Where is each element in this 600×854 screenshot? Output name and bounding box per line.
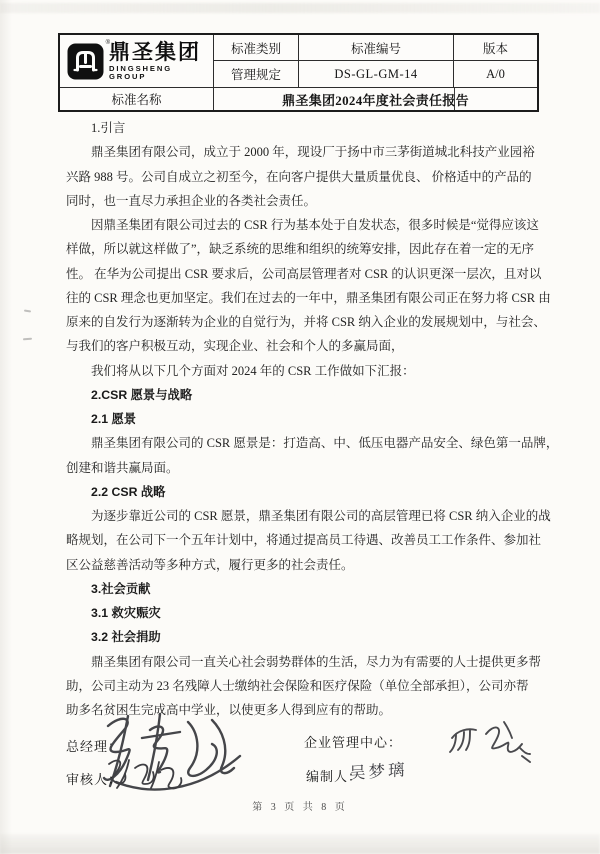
scan-artifact-mark bbox=[23, 338, 32, 341]
page-number: 第 3 页 共 8 页 bbox=[252, 802, 348, 813]
version-value-cell: A/0 bbox=[454, 61, 537, 88]
reviewer-label: 审核人： bbox=[66, 772, 123, 787]
scan-streak-bottom bbox=[0, 834, 600, 854]
body-line: 3.社会贡献 bbox=[91, 581, 151, 596]
compiler-label: 编制人： bbox=[306, 769, 363, 784]
body-line: 区公益慈善活动等多种方式，履行更多的社会责任。 bbox=[66, 557, 354, 572]
company-logo bbox=[60, 35, 214, 88]
standard-header-table bbox=[58, 33, 539, 112]
body-line: 往的 CSR 理念也更加坚定。我们在过去的一年中，鼎圣集团有限公司正在努力将 CSR 由 bbox=[66, 290, 551, 305]
standard-name-text: 鼎圣集团2024年度社会责任报告 bbox=[282, 92, 469, 108]
number-label-cell: 标准编号 bbox=[299, 35, 454, 61]
logo-name-en: DINGSHENG GROUP bbox=[109, 64, 173, 81]
scan-streak-top bbox=[0, 3, 600, 13]
body-line: 2.CSR 愿景与战略 bbox=[91, 387, 193, 402]
number-value-cell: DS-GL-GM-14 bbox=[299, 61, 454, 88]
body-line: 2.2 CSR 战略 bbox=[91, 484, 166, 499]
body-line: 鼎圣集团有限公司一直关心社会弱势群体的生活，尽力为有需要的人士提供更多帮 bbox=[91, 654, 542, 669]
body-line: 助，公司主动为 23 名残障人士缴纳社会保险和医疗保险（单位全部承担），公司亦帮 bbox=[66, 678, 529, 693]
standard-name-cell bbox=[214, 88, 537, 110]
body-line: 兴路 988 号。公司自成立之初至今，在向客户提供大量质量优良、 价格适中的产品的 bbox=[66, 169, 532, 184]
body-line: 为逐步靠近公司的 CSR 愿景，鼎圣集团有限公司的高层管理已将 CSR 纳入企业的战 bbox=[91, 509, 551, 523]
body-line: 样做，所以就这样做了”，缺乏系统的思维和组织的统筹安排，因此存在着一定的无序 bbox=[66, 242, 535, 257]
body-line: 性。 在华为公司提出 CSR 要求后，公司高层管理者对 CSR 的认识更深一层次，且对以 bbox=[66, 266, 542, 281]
body-line: 我们将从以下几个方面对 2024 年的 CSR 工作做如下汇报： bbox=[91, 363, 415, 378]
body-line: 鼎圣集团有限公司的 CSR 愿景是：打造高、中、低压电器产品安全、绿色第一品牌， bbox=[91, 436, 559, 451]
body-line: 3.1 救灾赈灾 bbox=[91, 606, 161, 620]
body-line: 同时，也一直尽力承担企业的各类社会责任。 bbox=[66, 193, 317, 208]
body-line: 1.引言 bbox=[91, 121, 126, 135]
logo-name-cn: 鼎圣集团 bbox=[109, 41, 201, 65]
category-value-cell: 管理规定 bbox=[214, 61, 299, 88]
dingsheng-logo-icon bbox=[67, 39, 110, 80]
compiler-signature-name: 吴梦璃 bbox=[349, 759, 408, 784]
body-line: 鼎圣集团有限公司，成立于 2000 年，现设厂于扬中市三茅街道城北科技产业园裕 bbox=[91, 145, 535, 160]
reviewer-signature bbox=[101, 754, 193, 792]
body-line: 因鼎圣集团有限公司过去的 CSR 行为基本处于自发状态，很多时候是“觉得应该这 bbox=[91, 218, 539, 232]
logo-text bbox=[109, 42, 213, 80]
scan-streak-left bbox=[0, 0, 12, 854]
body-line: 与我们的客户积极互动，实现企业、社会和个人的多赢局面， bbox=[66, 339, 404, 354]
body-line: 原来的自发行为逐渐转为企业的自觉行为，并将 CSR 纳入企业的发展规划中，与社会、 bbox=[66, 315, 546, 329]
scan-artifact-mark bbox=[24, 310, 31, 313]
body-lines bbox=[66, 116, 559, 722]
body-line: 助多名贫困生完成高中学业，以使更多人得到应有的帮助。 bbox=[66, 703, 392, 717]
trademark-symbol: ® bbox=[105, 39, 110, 46]
management-center-signature bbox=[446, 716, 534, 764]
version-label-cell: 版本 bbox=[454, 35, 537, 61]
body-line: 略规划，在公司下一个五年计划中，将通过提高员工待遇、改善员工工作条件、参加社 bbox=[66, 533, 542, 548]
general-manager-label: 总经理： bbox=[66, 739, 123, 754]
management-center-label: 企业管理中心： bbox=[304, 735, 403, 750]
category-label-cell: 标准类别 bbox=[214, 35, 299, 61]
body-line: 创建和谐共赢局面。 bbox=[66, 460, 179, 475]
body-line: 2.1 愿景 bbox=[91, 412, 137, 426]
body-line: 3.2 社会捐助 bbox=[91, 630, 161, 645]
name-label-cell: 标准名称 bbox=[60, 88, 214, 110]
